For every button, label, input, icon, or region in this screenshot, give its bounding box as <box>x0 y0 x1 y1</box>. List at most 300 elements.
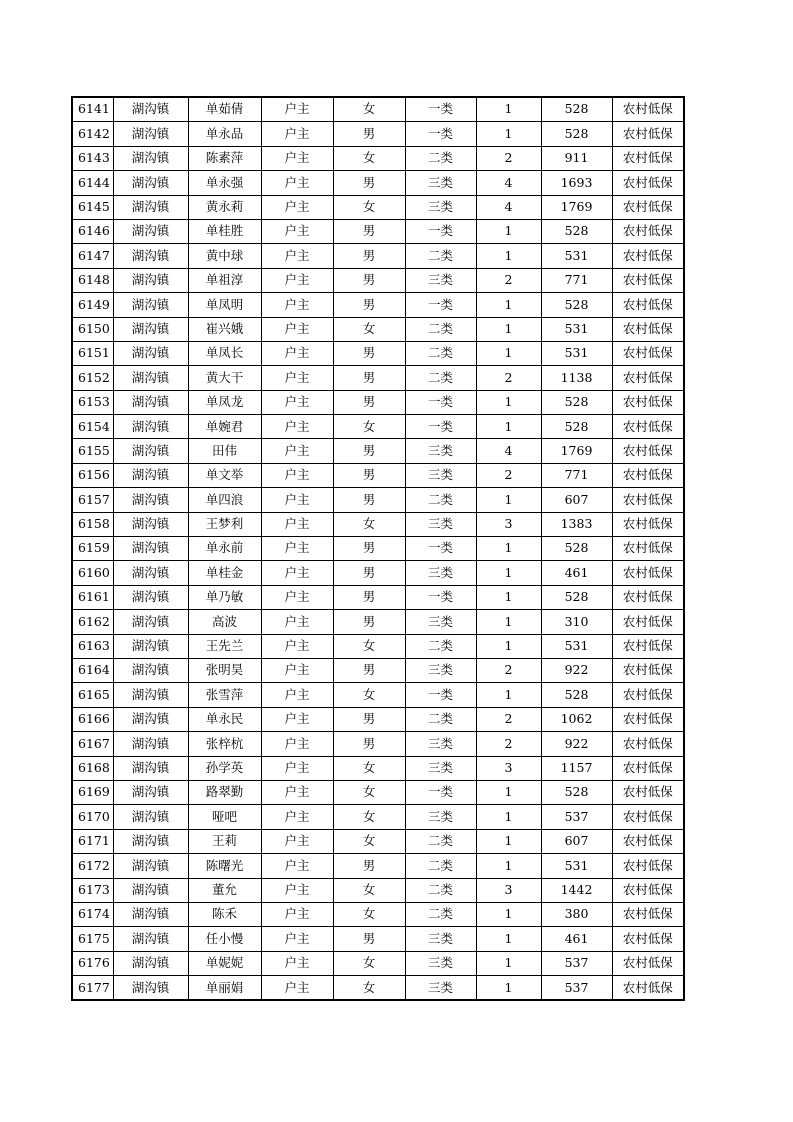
name-cell: 王先兰 <box>188 634 261 658</box>
table-row <box>72 707 684 731</box>
name-cell: 张梓杭 <box>188 732 261 756</box>
amount-cell: 528 <box>541 97 612 122</box>
program-type-cell: 农村低保 <box>612 976 684 1001</box>
town-cell: 湖沟镇 <box>113 97 188 122</box>
amount-cell: 528 <box>541 780 612 804</box>
table-row <box>72 805 684 829</box>
household-role-cell: 户主 <box>261 780 333 804</box>
town-cell: 湖沟镇 <box>113 854 188 878</box>
table-body <box>72 97 684 1000</box>
household-size-cell: 1 <box>476 585 541 609</box>
program-type-cell: 农村低保 <box>612 195 684 219</box>
town-cell: 湖沟镇 <box>113 780 188 804</box>
household-size-cell: 3 <box>476 756 541 780</box>
town-cell: 湖沟镇 <box>113 366 188 390</box>
record-number-cell: 6151 <box>72 341 113 365</box>
record-number-cell: 6163 <box>72 634 113 658</box>
record-number-cell: 6162 <box>72 610 113 634</box>
name-cell: 哑吧 <box>188 805 261 829</box>
name-cell: 董允 <box>188 878 261 902</box>
gender-cell: 女 <box>333 829 405 853</box>
name-cell: 单丽娟 <box>188 976 261 1001</box>
record-number-cell: 6157 <box>72 488 113 512</box>
household-role-cell: 户主 <box>261 97 333 122</box>
household-size-cell: 3 <box>476 878 541 902</box>
name-cell: 单永前 <box>188 537 261 561</box>
gender-cell: 女 <box>333 415 405 439</box>
household-role-cell: 户主 <box>261 390 333 414</box>
amount-cell: 531 <box>541 854 612 878</box>
household-size-cell: 2 <box>476 707 541 731</box>
record-number-cell: 6141 <box>72 97 113 122</box>
table-row <box>72 195 684 219</box>
amount-cell: 528 <box>541 415 612 439</box>
amount-cell: 1769 <box>541 195 612 219</box>
town-cell: 湖沟镇 <box>113 512 188 536</box>
household-size-cell: 1 <box>476 244 541 268</box>
record-number-cell: 6164 <box>72 658 113 682</box>
category-cell: 一类 <box>405 97 476 122</box>
gender-cell: 女 <box>333 97 405 122</box>
category-cell: 三类 <box>405 658 476 682</box>
program-type-cell: 农村低保 <box>612 951 684 975</box>
table-row <box>72 146 684 170</box>
gender-cell: 女 <box>333 951 405 975</box>
household-size-cell: 4 <box>476 195 541 219</box>
table-row <box>72 390 684 414</box>
name-cell: 张明昊 <box>188 658 261 682</box>
category-cell: 二类 <box>405 341 476 365</box>
name-cell: 单永强 <box>188 171 261 195</box>
town-cell: 湖沟镇 <box>113 537 188 561</box>
household-size-cell: 2 <box>476 268 541 292</box>
record-number-cell: 6149 <box>72 293 113 317</box>
name-cell: 单凤长 <box>188 341 261 365</box>
table-row <box>72 902 684 926</box>
category-cell: 二类 <box>405 366 476 390</box>
name-cell: 黄永莉 <box>188 195 261 219</box>
table-row <box>72 463 684 487</box>
table-row <box>72 268 684 292</box>
household-size-cell: 2 <box>476 658 541 682</box>
table-row <box>72 97 684 122</box>
gender-cell: 男 <box>333 488 405 512</box>
table-row <box>72 366 684 390</box>
household-role-cell: 户主 <box>261 561 333 585</box>
amount-cell: 537 <box>541 805 612 829</box>
amount-cell: 607 <box>541 488 612 512</box>
town-cell: 湖沟镇 <box>113 634 188 658</box>
household-role-cell: 户主 <box>261 658 333 682</box>
gender-cell: 女 <box>333 683 405 707</box>
category-cell: 一类 <box>405 122 476 146</box>
amount-cell: 1062 <box>541 707 612 731</box>
amount-cell: 528 <box>541 219 612 243</box>
household-size-cell: 1 <box>476 341 541 365</box>
record-number-cell: 6167 <box>72 732 113 756</box>
household-size-cell: 1 <box>476 488 541 512</box>
household-role-cell: 户主 <box>261 878 333 902</box>
household-size-cell: 1 <box>476 219 541 243</box>
gender-cell: 男 <box>333 268 405 292</box>
table-row <box>72 610 684 634</box>
amount-cell: 771 <box>541 463 612 487</box>
town-cell: 湖沟镇 <box>113 585 188 609</box>
amount-cell: 771 <box>541 268 612 292</box>
household-role-cell: 户主 <box>261 219 333 243</box>
record-number-cell: 6152 <box>72 366 113 390</box>
gender-cell: 男 <box>333 585 405 609</box>
program-type-cell: 农村低保 <box>612 122 684 146</box>
table-row <box>72 561 684 585</box>
town-cell: 湖沟镇 <box>113 122 188 146</box>
record-number-cell: 6165 <box>72 683 113 707</box>
gender-cell: 男 <box>333 341 405 365</box>
amount-cell: 1769 <box>541 439 612 463</box>
category-cell: 二类 <box>405 317 476 341</box>
record-number-cell: 6173 <box>72 878 113 902</box>
program-type-cell: 农村低保 <box>612 268 684 292</box>
table-row <box>72 219 684 243</box>
record-number-cell: 6175 <box>72 927 113 951</box>
gender-cell: 男 <box>333 390 405 414</box>
category-cell: 三类 <box>405 561 476 585</box>
town-cell: 湖沟镇 <box>113 415 188 439</box>
amount-cell: 461 <box>541 927 612 951</box>
record-number-cell: 6160 <box>72 561 113 585</box>
name-cell: 路翠勤 <box>188 780 261 804</box>
household-role-cell: 户主 <box>261 341 333 365</box>
town-cell: 湖沟镇 <box>113 268 188 292</box>
name-cell: 单四浪 <box>188 488 261 512</box>
household-role-cell: 户主 <box>261 756 333 780</box>
record-number-cell: 6142 <box>72 122 113 146</box>
household-size-cell: 1 <box>476 780 541 804</box>
program-type-cell: 农村低保 <box>612 317 684 341</box>
record-number-cell: 6159 <box>72 537 113 561</box>
table-row <box>72 976 684 1001</box>
category-cell: 三类 <box>405 512 476 536</box>
record-number-cell: 6146 <box>72 219 113 243</box>
name-cell: 单文举 <box>188 463 261 487</box>
town-cell: 湖沟镇 <box>113 927 188 951</box>
gender-cell: 女 <box>333 878 405 902</box>
category-cell: 三类 <box>405 927 476 951</box>
household-size-cell: 2 <box>476 463 541 487</box>
table-row <box>72 878 684 902</box>
name-cell: 张雪萍 <box>188 683 261 707</box>
household-role-cell: 户主 <box>261 317 333 341</box>
table-row <box>72 658 684 682</box>
town-cell: 湖沟镇 <box>113 390 188 414</box>
record-number-cell: 6176 <box>72 951 113 975</box>
record-number-cell: 6148 <box>72 268 113 292</box>
household-size-cell: 1 <box>476 415 541 439</box>
household-size-cell: 1 <box>476 829 541 853</box>
town-cell: 湖沟镇 <box>113 756 188 780</box>
amount-cell: 461 <box>541 561 612 585</box>
category-cell: 三类 <box>405 951 476 975</box>
program-type-cell: 农村低保 <box>612 366 684 390</box>
town-cell: 湖沟镇 <box>113 707 188 731</box>
table-row <box>72 317 684 341</box>
program-type-cell: 农村低保 <box>612 146 684 170</box>
table-row <box>72 585 684 609</box>
category-cell: 二类 <box>405 878 476 902</box>
household-size-cell: 1 <box>476 390 541 414</box>
table-row <box>72 488 684 512</box>
amount-cell: 531 <box>541 244 612 268</box>
household-size-cell: 1 <box>476 927 541 951</box>
amount-cell: 1442 <box>541 878 612 902</box>
record-number-cell: 6154 <box>72 415 113 439</box>
town-cell: 湖沟镇 <box>113 805 188 829</box>
town-cell: 湖沟镇 <box>113 146 188 170</box>
record-number-cell: 6144 <box>72 171 113 195</box>
category-cell: 三类 <box>405 463 476 487</box>
gender-cell: 男 <box>333 439 405 463</box>
town-cell: 湖沟镇 <box>113 293 188 317</box>
category-cell: 二类 <box>405 244 476 268</box>
household-role-cell: 户主 <box>261 537 333 561</box>
gender-cell: 男 <box>333 561 405 585</box>
table-row <box>72 780 684 804</box>
amount-cell: 531 <box>541 317 612 341</box>
household-role-cell: 户主 <box>261 610 333 634</box>
town-cell: 湖沟镇 <box>113 341 188 365</box>
program-type-cell: 农村低保 <box>612 780 684 804</box>
program-type-cell: 农村低保 <box>612 219 684 243</box>
category-cell: 一类 <box>405 293 476 317</box>
gender-cell: 男 <box>333 610 405 634</box>
household-size-cell: 1 <box>476 97 541 122</box>
household-size-cell: 3 <box>476 512 541 536</box>
household-size-cell: 1 <box>476 122 541 146</box>
record-number-cell: 6171 <box>72 829 113 853</box>
gender-cell: 男 <box>333 463 405 487</box>
gender-cell: 男 <box>333 658 405 682</box>
table-row <box>72 512 684 536</box>
program-type-cell: 农村低保 <box>612 512 684 536</box>
table-row <box>72 634 684 658</box>
category-cell: 三类 <box>405 268 476 292</box>
program-type-cell: 农村低保 <box>612 244 684 268</box>
name-cell: 单乃敏 <box>188 585 261 609</box>
household-role-cell: 户主 <box>261 927 333 951</box>
record-number-cell: 6177 <box>72 976 113 1001</box>
program-type-cell: 农村低保 <box>612 439 684 463</box>
record-number-cell: 6156 <box>72 463 113 487</box>
table-row <box>72 171 684 195</box>
gender-cell: 女 <box>333 976 405 1001</box>
category-cell: 一类 <box>405 683 476 707</box>
gender-cell: 女 <box>333 780 405 804</box>
gender-cell: 男 <box>333 171 405 195</box>
record-number-cell: 6143 <box>72 146 113 170</box>
amount-cell: 528 <box>541 537 612 561</box>
household-role-cell: 户主 <box>261 415 333 439</box>
category-cell: 三类 <box>405 976 476 1001</box>
table-row <box>72 829 684 853</box>
town-cell: 湖沟镇 <box>113 195 188 219</box>
household-role-cell: 户主 <box>261 707 333 731</box>
name-cell: 黄中球 <box>188 244 261 268</box>
town-cell: 湖沟镇 <box>113 878 188 902</box>
gender-cell: 男 <box>333 927 405 951</box>
name-cell: 单永品 <box>188 122 261 146</box>
town-cell: 湖沟镇 <box>113 683 188 707</box>
amount-cell: 1693 <box>541 171 612 195</box>
household-role-cell: 户主 <box>261 293 333 317</box>
category-cell: 二类 <box>405 146 476 170</box>
program-type-cell: 农村低保 <box>612 902 684 926</box>
name-cell: 单妮妮 <box>188 951 261 975</box>
household-role-cell: 户主 <box>261 146 333 170</box>
household-role-cell: 户主 <box>261 902 333 926</box>
category-cell: 二类 <box>405 829 476 853</box>
program-type-cell: 农村低保 <box>612 756 684 780</box>
household-size-cell: 1 <box>476 537 541 561</box>
category-cell: 三类 <box>405 805 476 829</box>
table-row <box>72 122 684 146</box>
program-type-cell: 农村低保 <box>612 927 684 951</box>
record-number-cell: 6166 <box>72 707 113 731</box>
household-size-cell: 4 <box>476 439 541 463</box>
town-cell: 湖沟镇 <box>113 829 188 853</box>
household-role-cell: 户主 <box>261 195 333 219</box>
gender-cell: 男 <box>333 537 405 561</box>
town-cell: 湖沟镇 <box>113 561 188 585</box>
amount-cell: 528 <box>541 390 612 414</box>
name-cell: 单茹倩 <box>188 97 261 122</box>
category-cell: 三类 <box>405 195 476 219</box>
household-size-cell: 1 <box>476 805 541 829</box>
name-cell: 单桂金 <box>188 561 261 585</box>
household-role-cell: 户主 <box>261 512 333 536</box>
town-cell: 湖沟镇 <box>113 244 188 268</box>
program-type-cell: 农村低保 <box>612 585 684 609</box>
gender-cell: 男 <box>333 293 405 317</box>
name-cell: 单凤明 <box>188 293 261 317</box>
amount-cell: 310 <box>541 610 612 634</box>
record-number-cell: 6153 <box>72 390 113 414</box>
amount-cell: 607 <box>541 829 612 853</box>
gender-cell: 男 <box>333 219 405 243</box>
household-role-cell: 户主 <box>261 829 333 853</box>
name-cell: 陈曙光 <box>188 854 261 878</box>
household-size-cell: 1 <box>476 683 541 707</box>
category-cell: 二类 <box>405 854 476 878</box>
program-type-cell: 农村低保 <box>612 878 684 902</box>
household-size-cell: 1 <box>476 951 541 975</box>
name-cell: 王梦利 <box>188 512 261 536</box>
household-size-cell: 1 <box>476 561 541 585</box>
program-type-cell: 农村低保 <box>612 683 684 707</box>
program-type-cell: 农村低保 <box>612 171 684 195</box>
category-cell: 二类 <box>405 902 476 926</box>
town-cell: 湖沟镇 <box>113 610 188 634</box>
name-cell: 单凤龙 <box>188 390 261 414</box>
household-role-cell: 户主 <box>261 463 333 487</box>
amount-cell: 537 <box>541 976 612 1001</box>
amount-cell: 922 <box>541 658 612 682</box>
gender-cell: 男 <box>333 707 405 731</box>
household-role-cell: 户主 <box>261 488 333 512</box>
category-cell: 一类 <box>405 415 476 439</box>
gender-cell: 男 <box>333 732 405 756</box>
table-row <box>72 415 684 439</box>
program-type-cell: 农村低保 <box>612 293 684 317</box>
household-role-cell: 户主 <box>261 805 333 829</box>
town-cell: 湖沟镇 <box>113 171 188 195</box>
household-size-cell: 1 <box>476 610 541 634</box>
amount-cell: 531 <box>541 341 612 365</box>
table-row <box>72 341 684 365</box>
gender-cell: 男 <box>333 244 405 268</box>
category-cell: 二类 <box>405 488 476 512</box>
household-size-cell: 1 <box>476 976 541 1001</box>
household-size-cell: 2 <box>476 146 541 170</box>
gender-cell: 女 <box>333 805 405 829</box>
record-number-cell: 6147 <box>72 244 113 268</box>
name-cell: 单桂胜 <box>188 219 261 243</box>
table-row <box>72 293 684 317</box>
assistance-table <box>71 96 685 1001</box>
amount-cell: 528 <box>541 683 612 707</box>
category-cell: 三类 <box>405 756 476 780</box>
program-type-cell: 农村低保 <box>612 732 684 756</box>
town-cell: 湖沟镇 <box>113 951 188 975</box>
category-cell: 一类 <box>405 219 476 243</box>
household-size-cell: 1 <box>476 854 541 878</box>
record-number-cell: 6158 <box>72 512 113 536</box>
household-size-cell: 2 <box>476 366 541 390</box>
gender-cell: 男 <box>333 854 405 878</box>
household-role-cell: 户主 <box>261 268 333 292</box>
table-row <box>72 244 684 268</box>
household-size-cell: 1 <box>476 293 541 317</box>
table-row <box>72 854 684 878</box>
town-cell: 湖沟镇 <box>113 463 188 487</box>
category-cell: 三类 <box>405 732 476 756</box>
program-type-cell: 农村低保 <box>612 341 684 365</box>
program-type-cell: 农村低保 <box>612 634 684 658</box>
record-number-cell: 6168 <box>72 756 113 780</box>
town-cell: 湖沟镇 <box>113 488 188 512</box>
category-cell: 二类 <box>405 634 476 658</box>
household-size-cell: 4 <box>476 171 541 195</box>
amount-cell: 922 <box>541 732 612 756</box>
household-size-cell: 2 <box>476 732 541 756</box>
name-cell: 单祖淳 <box>188 268 261 292</box>
category-cell: 二类 <box>405 707 476 731</box>
name-cell: 黄大干 <box>188 366 261 390</box>
program-type-cell: 农村低保 <box>612 707 684 731</box>
record-number-cell: 6145 <box>72 195 113 219</box>
town-cell: 湖沟镇 <box>113 439 188 463</box>
record-number-cell: 6174 <box>72 902 113 926</box>
name-cell: 崔兴娥 <box>188 317 261 341</box>
name-cell: 王莉 <box>188 829 261 853</box>
household-role-cell: 户主 <box>261 585 333 609</box>
table-row <box>72 756 684 780</box>
gender-cell: 男 <box>333 366 405 390</box>
name-cell: 田伟 <box>188 439 261 463</box>
town-cell: 湖沟镇 <box>113 317 188 341</box>
gender-cell: 女 <box>333 902 405 926</box>
record-number-cell: 6161 <box>72 585 113 609</box>
amount-cell: 1383 <box>541 512 612 536</box>
